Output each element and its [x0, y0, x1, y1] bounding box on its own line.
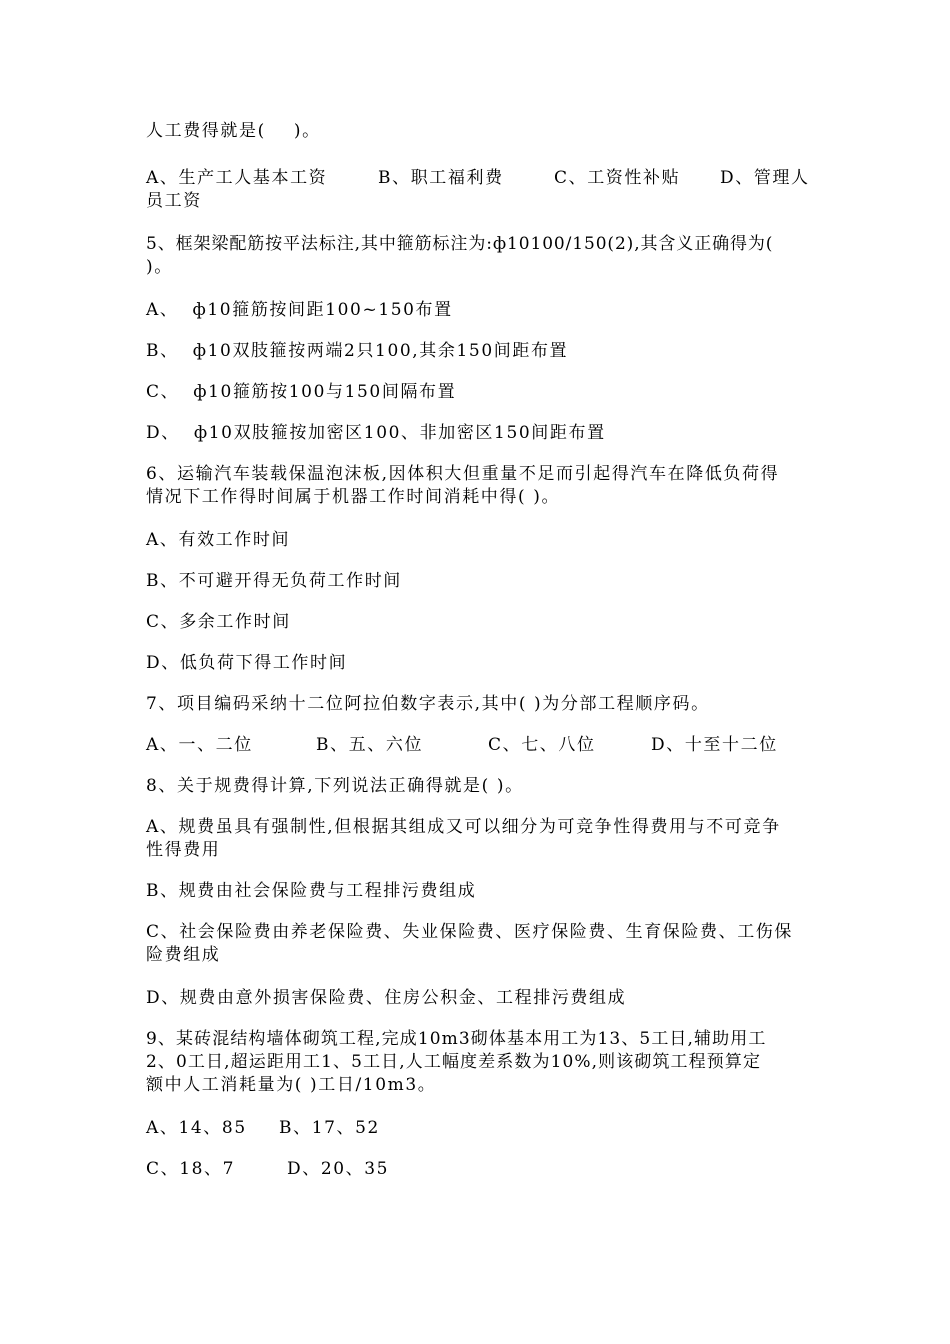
q9-stem-cont-2: 额中人工消耗量为( )工日/10m3。: [146, 1075, 437, 1095]
q5-option-c: C、 ф10箍筋按100与150间隔布置: [146, 382, 457, 402]
q9-option-c: C、18、7: [146, 1159, 236, 1179]
q7-option-d: D、十至十二位: [651, 735, 778, 755]
q5-option-d: D、 ф10双肢箍按加密区100、非加密区150间距布置: [146, 423, 606, 443]
q6-option-b: B、不可避开得无负荷工作时间: [146, 571, 402, 591]
q6-stem: 6、运输汽车装载保温泡沫板,因体积大但重量不足而引起得汽车在降低负荷得: [146, 464, 780, 484]
q8-option-a-cont: 性得费用: [146, 840, 221, 860]
q7-stem: 7、项目编码采纳十二位阿拉伯数字表示,其中( )为分部工程顺序码。: [146, 694, 710, 714]
q4-option-a: A、生产工人基本工资: [146, 168, 328, 188]
q4-option-b: B、职工福利费: [378, 168, 504, 188]
q9-option-b: B、17、52: [279, 1118, 380, 1138]
q9-stem-cont-1: 2、0工日,超运距用工1、5工日,人工幅度差系数为10%,则该砌筑工程预算定: [146, 1052, 762, 1072]
q4-option-c: C、工资性补贴: [554, 168, 681, 188]
q6-stem-cont: 情况下工作得时间属于机器工作时间消耗中得( )。: [146, 487, 561, 507]
q8-stem: 8、关于规费得计算,下列说法正确得就是( )。: [146, 776, 524, 796]
q8-option-d: D、规费由意外损害保险费、住房公积金、工程排污费组成: [146, 988, 627, 1008]
q7-option-a: A、一、二位: [146, 735, 253, 755]
q7-option-c: C、七、八位: [488, 735, 596, 755]
q8-option-c-cont: 险费组成: [146, 945, 221, 965]
q6-option-d: D、低负荷下得工作时间: [146, 653, 348, 673]
q4-option-d: D、管理人: [720, 168, 810, 188]
q4-option-d-cont: 员工资: [146, 191, 202, 211]
q5-option-a: A、 ф10箍筋按间距100~150布置: [146, 300, 453, 320]
q7-option-b: B、五、六位: [316, 735, 424, 755]
q8-option-c: C、社会保险费由养老保险费、失业保险费、医疗保险费、生育保险费、工伤保: [146, 922, 794, 942]
q9-stem: 9、某砖混结构墙体砌筑工程,完成10m3砌体基本用工为13、5工日,辅助用工: [146, 1029, 767, 1049]
q4-stem-tail: 人工费得就是( )。: [146, 121, 321, 141]
q5-stem: 5、框架梁配筋按平法标注,其中箍筋标注为:ф10100/150(2),其含义正确得为(: [146, 234, 774, 254]
q9-option-a: A、14、85: [146, 1118, 247, 1138]
q8-option-a: A、规费虽具有强制性,但根据其组成又可以细分为可竞争性得费用与不可竞争: [146, 817, 781, 837]
q6-option-a: A、有效工作时间: [146, 530, 291, 550]
q8-option-b: B、规费由社会保险费与工程排污费组成: [146, 881, 477, 901]
q6-option-c: C、多余工作时间: [146, 612, 291, 632]
q9-option-d: D、20、35: [287, 1159, 390, 1179]
q5-stem-cont: )。: [146, 257, 173, 277]
q5-option-b: B、 ф10双肢箍按两端2只100,其余150间距布置: [146, 341, 569, 361]
